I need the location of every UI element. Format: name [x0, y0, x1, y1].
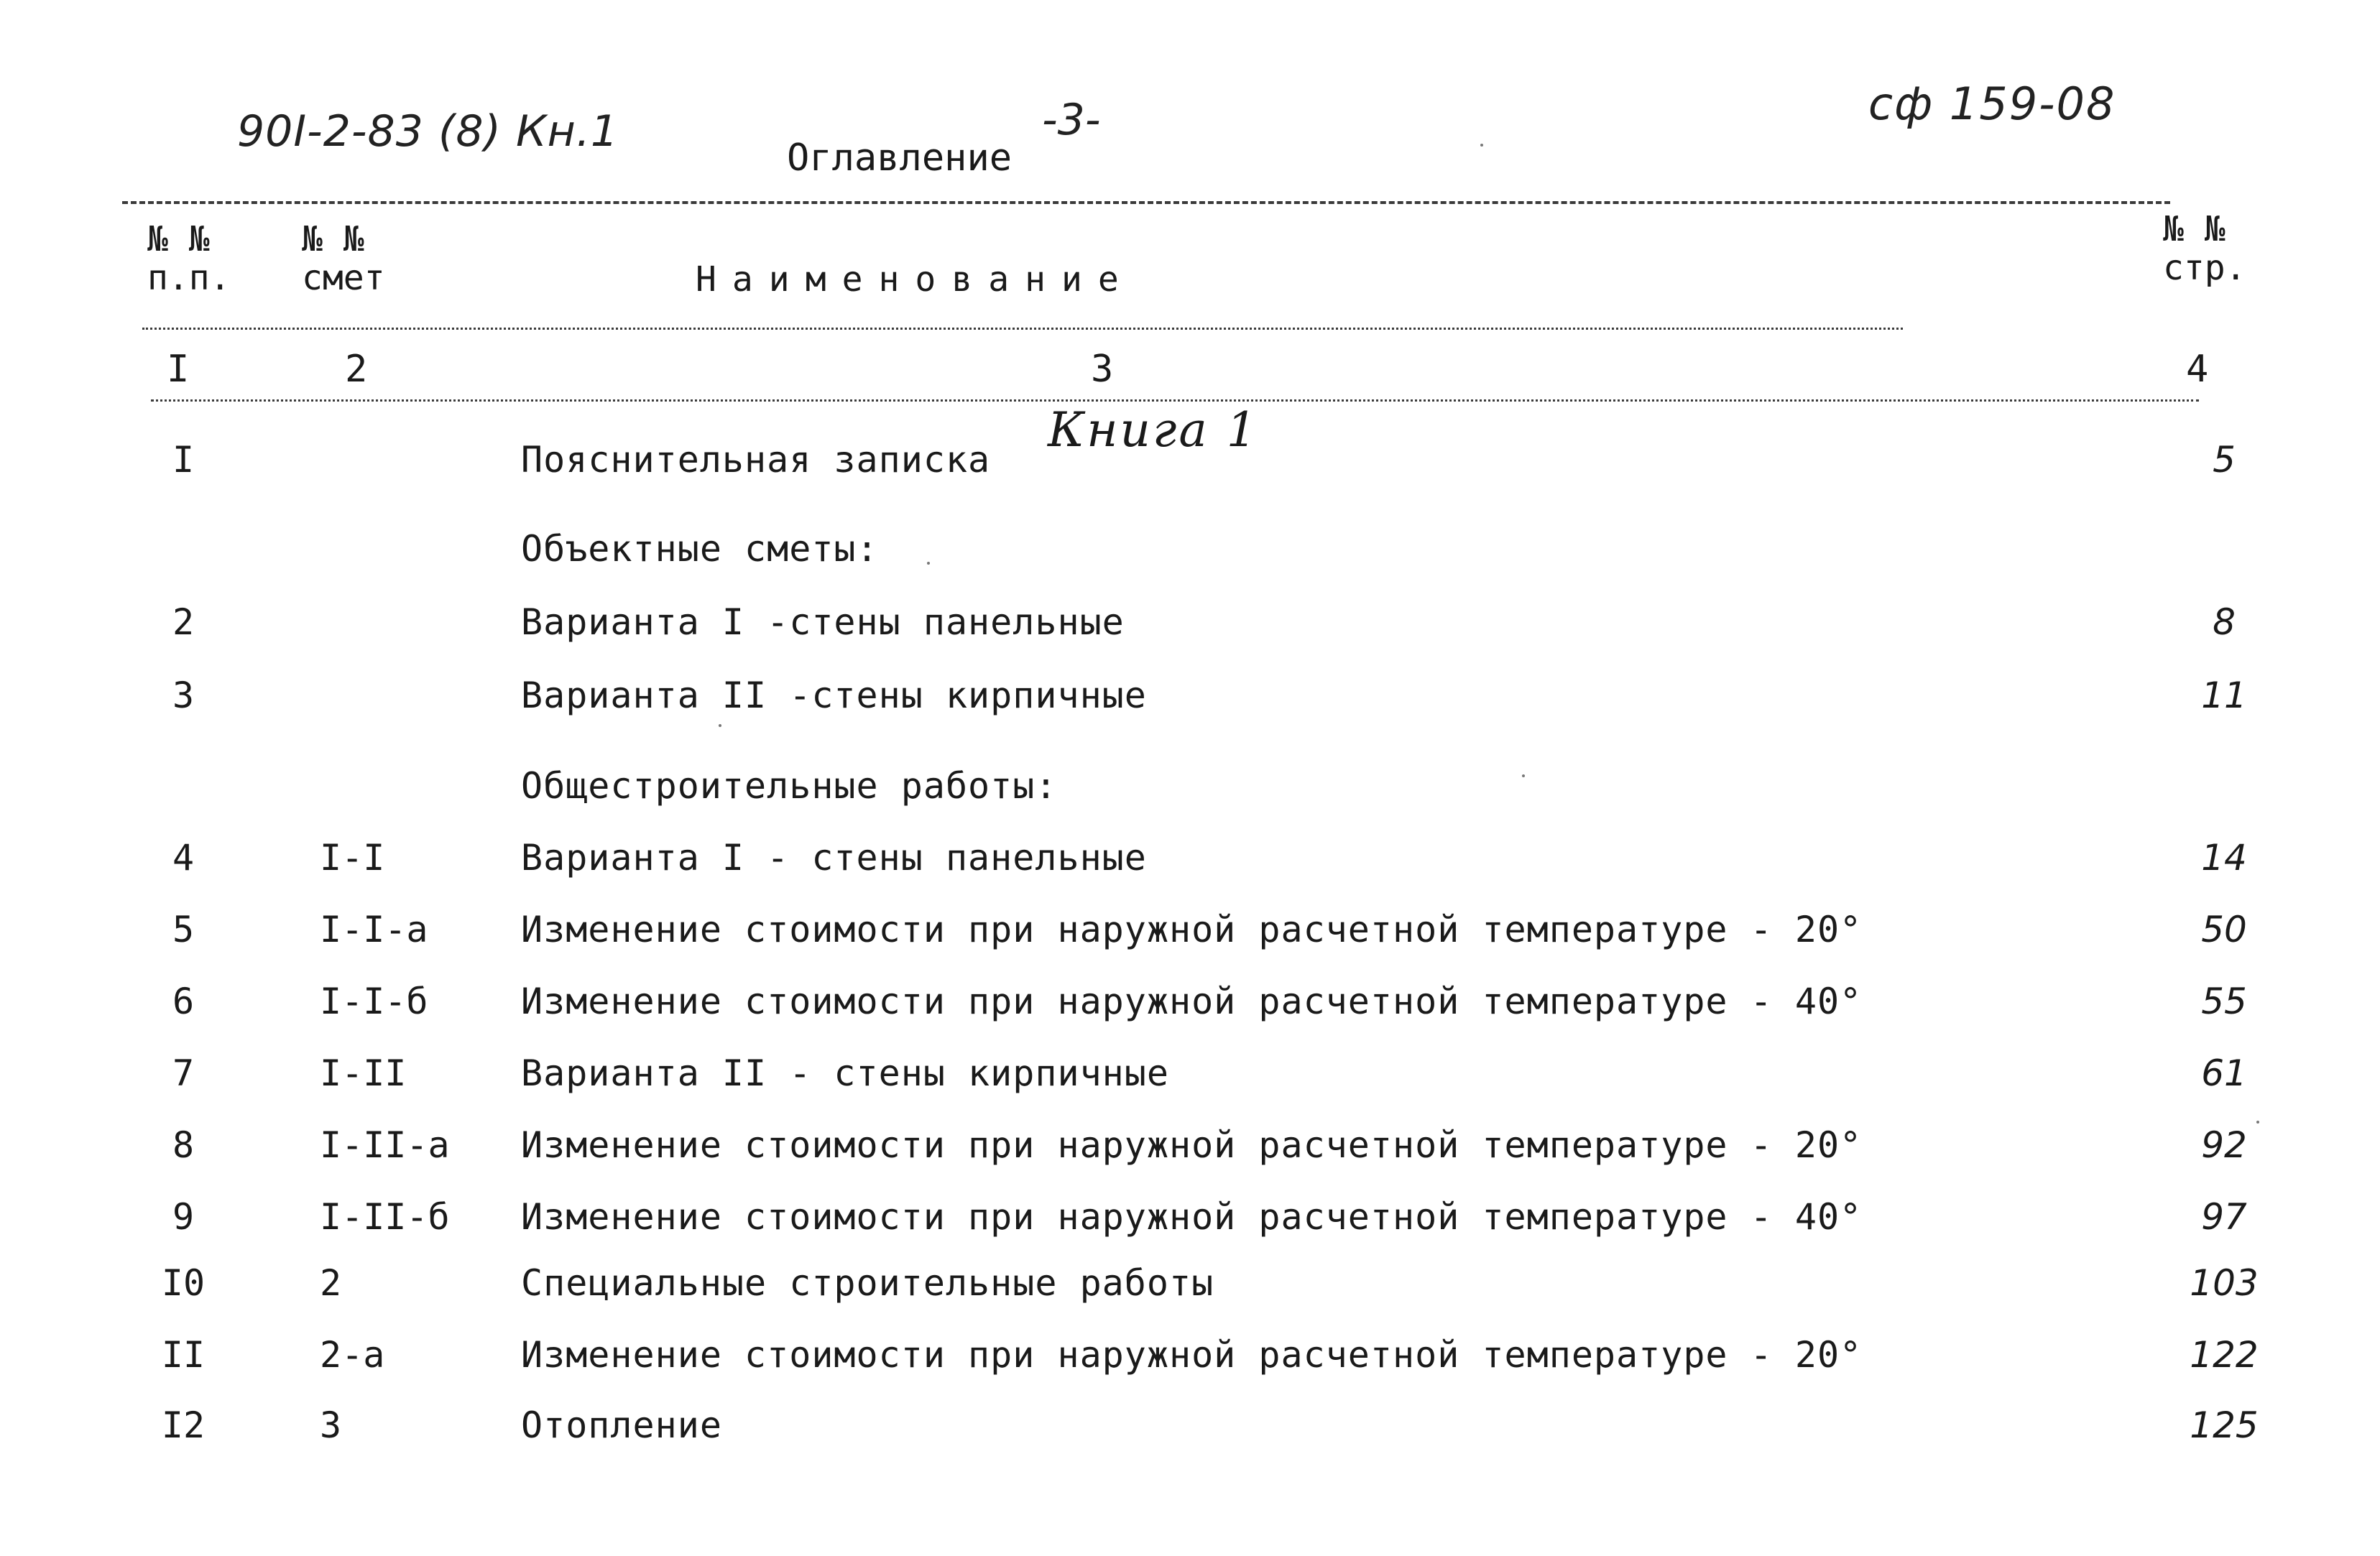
column-number-4: 4: [2186, 348, 2209, 391]
row-page: 11: [2201, 675, 2247, 716]
row-title: Изменение стоимости при наружной расчетной температуре - 40°: [521, 981, 1863, 1022]
page-number: -3-: [1042, 95, 1101, 145]
column-header-smet-line1: № №: [302, 219, 364, 259]
row-estimate: 2: [320, 1262, 342, 1304]
row-page: 125: [2190, 1404, 2259, 1446]
top-divider: [122, 201, 2170, 204]
row-number: 5: [172, 909, 195, 950]
row-title: Изменение стоимости при наружной расчетной температуре - 40°: [521, 1196, 1863, 1238]
column-number-1: I: [167, 348, 190, 391]
column-header-page: [2163, 210, 2246, 287]
row-title: Изменение стоимости при наружной расчетной температуре - 20°: [521, 1334, 1863, 1376]
column-header-smet-line2: смет: [302, 258, 385, 298]
table-row: [0, 836, 2380, 901]
row-title: Изменение стоимости при наружной расчетной температуре - 20°: [521, 909, 1863, 950]
row-page: 97: [2201, 1196, 2247, 1238]
row-number: 6: [172, 981, 195, 1022]
column-number-3: 3: [1091, 348, 1114, 391]
row-title: Изменение стоимости при наружной расчетной температуре - 20°: [521, 1124, 1863, 1166]
table-row: [0, 438, 2380, 503]
row-estimate: I-I-б: [320, 981, 428, 1022]
row-estimate: I-I-а: [320, 909, 428, 950]
table-row: [0, 601, 2380, 665]
column-header-smet: [302, 220, 385, 297]
scan-speck: [719, 724, 721, 727]
row-page: 50: [2201, 909, 2247, 950]
table-row: [0, 1195, 2380, 1260]
column-header-pp: [147, 220, 231, 297]
column-header-pp-line2: п.п.: [147, 258, 231, 298]
row-title: Специальные строительные работы: [521, 1262, 1214, 1304]
row-page: 92: [2201, 1124, 2247, 1166]
scan-speck: [2256, 1121, 2259, 1124]
row-number: 7: [172, 1052, 195, 1094]
row-estimate: I-II-а: [320, 1124, 450, 1166]
scan-speck: [1480, 144, 1483, 147]
table-row: [0, 1052, 2380, 1116]
row-page: 14: [2201, 837, 2247, 879]
table-row: [0, 980, 2380, 1045]
row-number: II: [161, 1334, 206, 1376]
row-title: Пояснительная записка: [521, 439, 991, 481]
header-divider: [142, 328, 1903, 330]
row-page: 5: [2213, 439, 2236, 481]
row-estimate: I-I: [320, 837, 385, 879]
table-row: [0, 674, 2380, 738]
table-row: [0, 1333, 2380, 1398]
reference-code: сф 159-08: [1868, 78, 2116, 130]
row-number: 8: [172, 1124, 195, 1166]
row-number: 2: [172, 601, 195, 643]
column-number-divider: [151, 399, 2199, 402]
row-estimate: I-II-б: [320, 1196, 450, 1238]
row-title: Варианта II -стены кирпичные: [521, 675, 1147, 716]
row-estimate: 2-а: [320, 1334, 385, 1376]
row-title: Варианта II - стены кирпичные: [521, 1052, 1169, 1094]
row-number: 3: [172, 675, 195, 716]
row-number: 9: [172, 1196, 195, 1238]
row-page: 55: [2201, 981, 2247, 1022]
row-page: 103: [2190, 1262, 2259, 1304]
toc-title: Оглавление: [787, 136, 1013, 180]
row-number: I2: [161, 1404, 206, 1446]
row-number: I0: [161, 1262, 206, 1304]
scan-speck: [1522, 774, 1525, 777]
column-header-pp-line1: № №: [147, 219, 210, 259]
row-page: 122: [2190, 1334, 2259, 1376]
section-heading-object-estimates: Объектные сметы:: [521, 528, 879, 570]
section-heading-general-works: Общестроительные работы:: [521, 765, 1058, 807]
document-code: 90I-2-83 (8) Кн.1: [237, 106, 619, 157]
row-title: Варианта I -стены панельные: [521, 601, 1125, 643]
row-page: 8: [2213, 601, 2236, 643]
row-estimate: I-II: [320, 1052, 407, 1094]
row-title: Отопление: [521, 1404, 722, 1446]
scan-speck: [927, 562, 930, 565]
table-row: [0, 1404, 2380, 1468]
row-title: Варианта I - стены панельные: [521, 837, 1147, 879]
column-number-2: 2: [345, 348, 368, 391]
row-number: 4: [172, 837, 195, 879]
row-estimate: 3: [320, 1404, 342, 1446]
column-header-page-line1: № №: [2163, 209, 2226, 249]
row-page: 61: [2201, 1052, 2247, 1094]
book-label: Книга 1: [1048, 402, 1259, 458]
row-number: I: [172, 439, 195, 481]
table-row: [0, 1124, 2380, 1188]
column-header-page-line2: стр.: [2163, 248, 2246, 288]
table-row: [0, 908, 2380, 973]
table-row: [0, 1261, 2380, 1326]
column-header-name: Наименование: [696, 259, 1135, 300]
